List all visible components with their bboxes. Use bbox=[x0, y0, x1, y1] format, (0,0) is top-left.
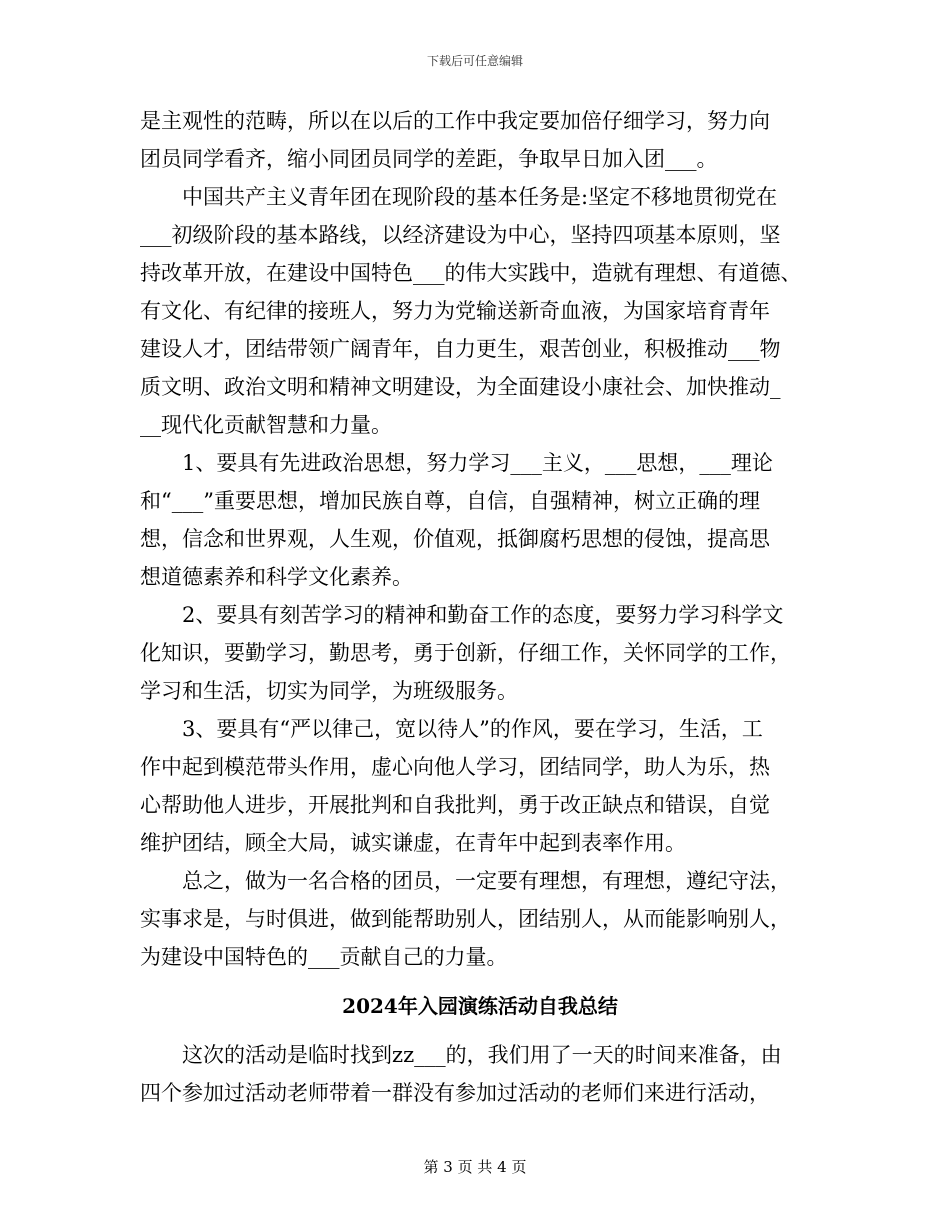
page-footer: 第 3 页 共 4 页 bbox=[423, 1158, 527, 1176]
text-line: 1、要具有先进政治思想，努力学习___主义，___思想，___理论 bbox=[140, 451, 773, 475]
text-line: 心帮助他人进步，开展批判和自我批判，勇于改正缺点和错误，自觉 bbox=[140, 793, 770, 817]
text-line: 持改革开放，在建设中国特色___的伟大实践中，造就有理想、有道德、 bbox=[140, 261, 802, 285]
text-line: 作中起到模范带头作用，虚心向他人学习，团结同学，助人为乐，热 bbox=[140, 755, 770, 779]
text-line: 学习和生活，切实为同学，为班级服务。 bbox=[140, 679, 518, 703]
text-line: 质文明、政治文明和精神文明建设，为全面建设小康社会、加快推动_ bbox=[140, 375, 781, 399]
text-line: 总之，做为一名合格的团员，一定要有理想，有理想，遵纪守法， bbox=[140, 869, 791, 893]
text-line: 想道德素养和科学文化素养。 bbox=[140, 565, 413, 589]
text-line: 和“___”重要思想，增加民族自尊，自信，自强精神，树立正确的理 bbox=[140, 489, 760, 513]
text-line: 想，信念和世界观，人生观，价值观，抵御腐朽思想的侵蚀，提高思 bbox=[140, 527, 770, 551]
text-line: 建设人才，团结带领广阔青年，自力更生，艰苦创业，积极推动___物 bbox=[140, 337, 781, 361]
body-text-part1 bbox=[140, 102, 820, 976]
text-line: 四个参加过活动老师带着一群没有参加过活动的老师们来进行活动， bbox=[140, 1081, 770, 1105]
section-title: 2024年入园演练活动自我总结 bbox=[342, 994, 618, 1018]
text-line: 3、要具有“严以律己，宽以待人”的作风，要在学习，生活，工 bbox=[140, 717, 763, 741]
page-header: 下载后可任意编辑 bbox=[426, 54, 523, 68]
document-body bbox=[140, 102, 820, 1112]
text-line: 为建设中国特色的___贡献自己的力量。 bbox=[140, 945, 508, 969]
text-line: 这次的活动是临时找到zz___的，我们用了一天的时间来准备，由 bbox=[140, 1043, 782, 1067]
text-line: 是主观性的范畴，所以在以后的工作中我定要加倍仔细学习，努力向 bbox=[140, 109, 770, 133]
text-line: 有文化、有纪律的接班人，努力为党输送新奇血液，为国家培育青年 bbox=[140, 299, 770, 323]
text-line: __现代化贡献智慧和力量。 bbox=[140, 413, 392, 437]
text-line: 2、要具有刻苦学习的精神和勤奋工作的态度，要努力学习科学文 bbox=[140, 603, 784, 627]
text-line: 化知识，要勤学习，勤思考，勇于创新，仔细工作，关怀同学的工作， bbox=[140, 641, 791, 665]
text-line: 维护团结，顾全大局，诚实谦虚，在青年中起到表率作用。 bbox=[140, 831, 686, 855]
text-line: ___初级阶段的基本路线，以经济建设为中心，坚持四项基本原则，坚 bbox=[140, 223, 781, 247]
text-line: 中国共产主义青年团在现阶段的基本任务是:坚定不移地贯彻党在 bbox=[140, 185, 778, 209]
body-text-part2 bbox=[140, 1036, 820, 1112]
text-line: 实事求是，与时俱进，做到能帮助别人，团结别人，从而能影响别人， bbox=[140, 907, 791, 931]
text-line: 团员同学看齐，缩小同团员同学的差距，争取早日加入团___。 bbox=[140, 147, 718, 171]
